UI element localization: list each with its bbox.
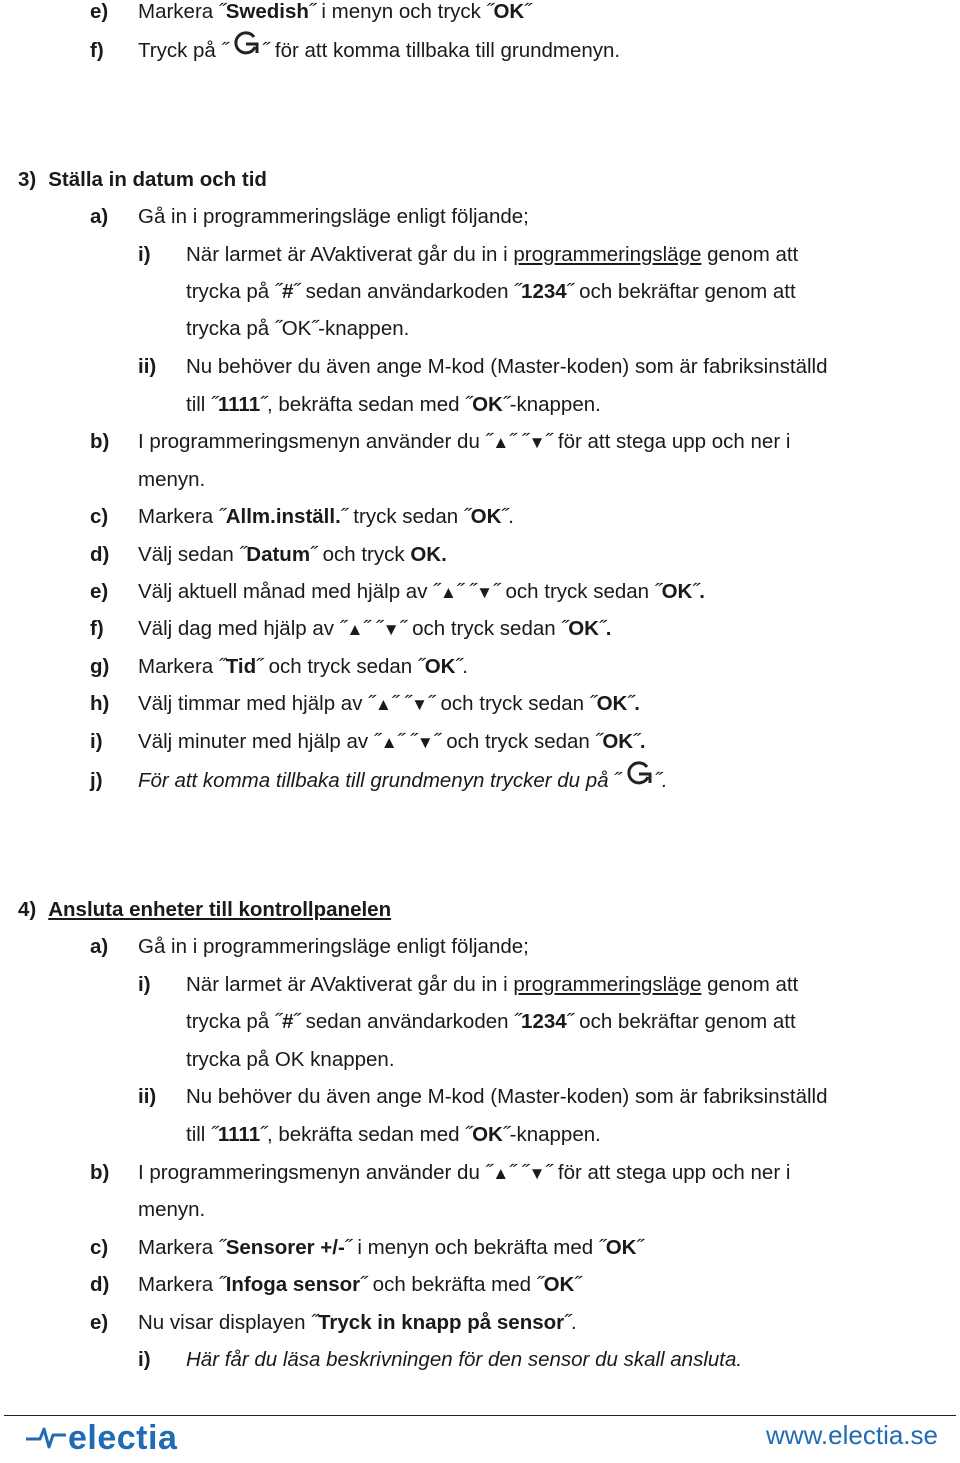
item-label: f) [90, 39, 104, 62]
footer-divider [4, 1415, 956, 1416]
down-arrow-icon: ▼ [416, 733, 434, 752]
up-arrow-icon: ▲ [374, 695, 392, 714]
list-item-continuation: till ˝1111˝, bekräfta sedan med ˝OK˝-knappen. [186, 393, 601, 416]
list-item-continuation: trycka på ˝#˝ sedan användarkoden ˝1234˝ och bekräftar genom att [186, 280, 796, 303]
up-arrow-icon: ▲ [380, 733, 398, 752]
section-title: Ställa in datum och tid [48, 168, 267, 191]
up-arrow-icon: ▲ [492, 1164, 510, 1183]
list-item-continuation: till ˝1111˝, bekräfta sedan med ˝OK˝-knappen. [186, 1123, 601, 1146]
up-arrow-icon: ▲ [439, 583, 457, 602]
website-link[interactable]: www.electia.se [766, 1420, 938, 1450]
down-arrow-icon: ▼ [411, 695, 428, 714]
electia-logo [26, 1418, 177, 1458]
list-item-continuation: trycka på OK knappen. [186, 1048, 395, 1071]
section-heading: 4) Ansluta enheter till kontrollpanelen [18, 898, 392, 921]
return-arrow-icon [230, 31, 260, 69]
list-item-continuation: trycka på ˝OK˝-knappen. [186, 317, 410, 340]
list-item-continuation: menyn. [138, 468, 206, 491]
item-label: e) [90, 0, 109, 23]
up-arrow-icon: ▲ [492, 433, 510, 452]
up-arrow-icon: ▲ [346, 620, 364, 639]
programming-mode-link: programmeringsläge [513, 973, 702, 996]
list-item-continuation: trycka på ˝#˝ sedan användarkoden ˝1234˝ och bekräftar genom att [186, 1010, 796, 1033]
return-arrow-icon [623, 761, 653, 799]
down-arrow-icon: ▼ [528, 1164, 546, 1183]
section-heading: 3) Ställa in datum och tid [18, 168, 267, 191]
down-arrow-icon: ▼ [528, 433, 546, 452]
pulse-icon [26, 1421, 66, 1456]
logo-text: electia [68, 1418, 178, 1457]
section-title: Ansluta enheter till kontrollpanelen [48, 898, 392, 921]
programming-mode-link: programmeringsläge [513, 243, 702, 266]
down-arrow-icon: ▼ [382, 620, 400, 639]
down-arrow-icon: ▼ [476, 583, 493, 602]
list-item-continuation: menyn. [138, 1198, 206, 1221]
